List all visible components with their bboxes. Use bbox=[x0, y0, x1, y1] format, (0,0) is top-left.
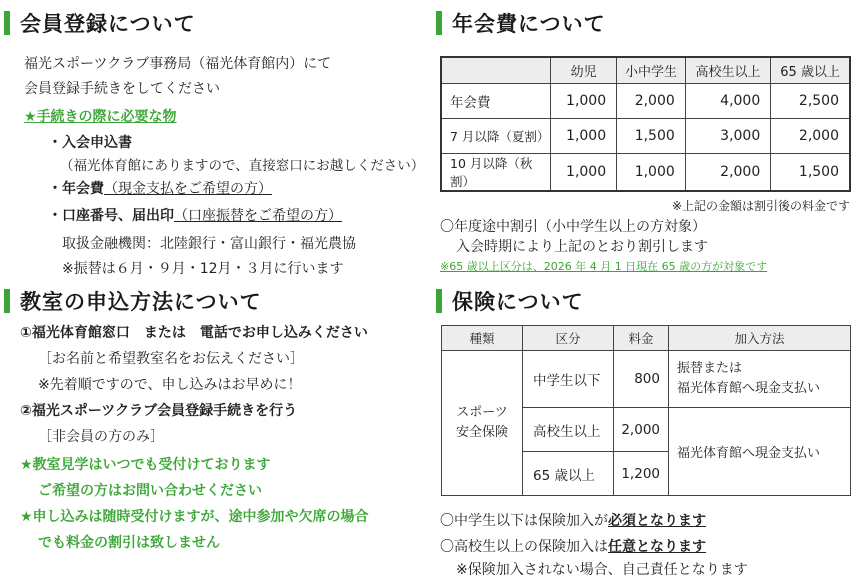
insurance-table bbox=[441, 325, 851, 496]
item2-title: ・年会費 bbox=[48, 181, 104, 197]
heading-bar bbox=[436, 11, 442, 35]
fee-col-senior: 65 歳以上 bbox=[771, 57, 850, 84]
fee-heading-text: 年会費について bbox=[452, 12, 606, 36]
ins-col-method: 加入方法 bbox=[669, 326, 851, 351]
heading-bar bbox=[4, 289, 10, 313]
fee-cell: 1,000 bbox=[551, 154, 617, 192]
membership-heading bbox=[4, 10, 196, 36]
discount-line2: 入会時期により上記のとおり割引します bbox=[456, 239, 708, 255]
ins-col-price: 料金 bbox=[614, 326, 669, 351]
ins-header-row bbox=[442, 326, 851, 351]
fee-cell: 2,000 bbox=[685, 154, 770, 192]
star2a: ★申し込みは随時受付けますが、途中参加や欠席の場合 bbox=[20, 509, 369, 525]
membership-line2: 会員登録手続きをしてください bbox=[24, 81, 220, 97]
table-row bbox=[442, 351, 851, 408]
item1-title: ・入会申込書 bbox=[48, 135, 132, 151]
step1-note2: ※先着順ですので、申し込みはお早めに！ bbox=[38, 377, 302, 393]
fee-cell: 3,000 bbox=[685, 119, 770, 154]
insurance-heading bbox=[436, 288, 584, 314]
fee-note: ※上記の金額は割引後の料金です bbox=[671, 199, 850, 213]
ins-col-type: 種類 bbox=[442, 326, 523, 351]
table-row bbox=[441, 84, 850, 119]
fee-heading bbox=[436, 10, 606, 36]
fee-col-student: 小中学生 bbox=[617, 57, 686, 84]
star1a: ★教室見学はいつでも受付けております bbox=[20, 457, 271, 473]
fee-row-label: 年会費 bbox=[441, 84, 551, 119]
membership-line1: 福光スポーツクラブ事務局（福光体育館内）にて bbox=[24, 56, 332, 72]
ins-note1 bbox=[440, 510, 706, 530]
fee-cell: 1,000 bbox=[551, 119, 617, 154]
application-heading-text: 教室の申込方法について bbox=[20, 290, 262, 314]
ins-method-cell-1 bbox=[669, 351, 851, 408]
item3-note: （口座振替をご希望の方） bbox=[174, 208, 342, 224]
ins-col-category: 区分 bbox=[523, 326, 614, 351]
ins-price: 1,200 bbox=[614, 452, 669, 496]
fee-col-highschool: 高校生以上 bbox=[685, 57, 770, 84]
table-row bbox=[441, 154, 850, 192]
fee-cell: 2,500 bbox=[771, 84, 850, 119]
ins-method1-line2: 福光体育館へ現金支払い bbox=[677, 381, 821, 396]
ins-note2-pre: 〇高校生以上の保険加入は bbox=[440, 539, 608, 555]
fee-row-label: 10 月以降（秋割） bbox=[441, 154, 551, 192]
fee-cell: 1,500 bbox=[617, 119, 686, 154]
fee-cell: 1,000 bbox=[551, 84, 617, 119]
item3-title: ・口座番号、届出印 bbox=[48, 208, 174, 224]
membership-heading-text: 会員登録について bbox=[20, 12, 196, 36]
fee-cell: 1,000 bbox=[617, 154, 686, 192]
heading-bar bbox=[4, 11, 10, 35]
table-row bbox=[441, 119, 850, 154]
ins-method-cell-2: 福光体育館へ現金支払い bbox=[669, 408, 851, 496]
ins-price: 800 bbox=[614, 351, 669, 408]
insurance-heading-text: 保険について bbox=[452, 290, 584, 314]
fee-cell: 4,000 bbox=[685, 84, 770, 119]
item2-line bbox=[48, 178, 272, 198]
ins-note3: ※保険加入されない場合、自己責任となります bbox=[456, 562, 748, 578]
step1: ①福光体育館窓口 または 電話でお申し込みください bbox=[20, 325, 368, 341]
ins-type-line1: スポーツ bbox=[456, 405, 508, 420]
ins-category: 高校生以上 bbox=[523, 408, 614, 452]
ins-type-cell bbox=[442, 351, 523, 496]
fee-table bbox=[440, 56, 851, 192]
star2b: でも料金の割引は致しません bbox=[38, 535, 220, 551]
step2-note: ［非会員の方のみ］ bbox=[38, 429, 164, 445]
step1-note1: ［お名前と希望教室名をお伝えください］ bbox=[38, 351, 304, 367]
fee-cell: 2,000 bbox=[771, 119, 850, 154]
star1b: ご希望の方はお問い合わせください bbox=[38, 483, 262, 499]
ins-method1-line1: 振替または bbox=[677, 361, 743, 376]
ins-note1-pre: 〇中学生以下は保険加入が bbox=[440, 513, 608, 529]
heading-bar bbox=[436, 289, 442, 313]
banks-text: 取扱金融機関：北陸銀行・富山銀行・福光農協 bbox=[62, 236, 356, 252]
ins-note2-em: 任意となります bbox=[608, 539, 706, 555]
ins-category: 中学生以下 bbox=[523, 351, 614, 408]
application-heading bbox=[4, 288, 262, 314]
ins-note1-em: 必須となります bbox=[608, 513, 706, 529]
fee-col-blank bbox=[441, 57, 551, 84]
item3-line bbox=[48, 205, 342, 225]
ins-note2 bbox=[440, 536, 706, 556]
fee-cell: 2,000 bbox=[617, 84, 686, 119]
fee-row-label: 7 月以降（夏割） bbox=[441, 119, 551, 154]
transfer-note: ※振替は６月・９月・12月・３月に行います bbox=[62, 261, 344, 277]
item2-note: （現金支払をご希望の方） bbox=[104, 181, 272, 197]
ins-type-line2: 安全保険 bbox=[455, 425, 508, 440]
ins-category: 65 歳以上 bbox=[523, 452, 614, 496]
needs-title: ★手続きの際に必要な物 bbox=[24, 109, 177, 125]
fee-col-infant: 幼児 bbox=[551, 57, 617, 84]
item1-note: （福光体育館にありますので、直接窓口にお越しください） bbox=[60, 158, 425, 174]
fee-cell: 1,500 bbox=[771, 154, 850, 192]
age-note: ※65 歳以上区分は、2026 年 4 月 1 日現在 65 歳の方が対象です bbox=[440, 260, 768, 273]
ins-price: 2,000 bbox=[614, 408, 669, 452]
fee-header-row bbox=[441, 57, 850, 84]
discount-line1: 〇年度途中割引（小中学生以上の方対象） bbox=[440, 219, 706, 235]
step2: ②福光スポーツクラブ会員登録手続きを行う bbox=[20, 403, 298, 419]
